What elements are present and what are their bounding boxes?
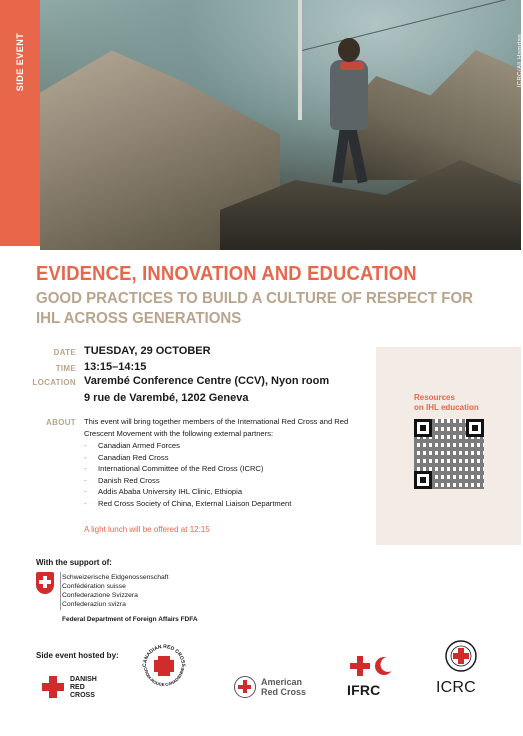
about-text: This event will bring together members of the International Red Cross and Red Crescent Movement with the following external partners: — [84, 417, 349, 438]
american-red-cross-icon — [234, 676, 256, 698]
swiss-line: Schweizerische Eidgenossenschaft — [62, 574, 169, 581]
page-subtitle: GOOD PRACTICES TO BUILD A CULTURE OF RESPECT FOR IHL ACROSS GENERATIONS — [36, 290, 474, 327]
list-item: - Addis Ababa University IHL Clinic, Ethiopia — [84, 486, 291, 498]
child-scarf — [340, 62, 364, 70]
danish-red-cross-text: DANISH RED CROSS — [70, 676, 97, 699]
qr-finder-bottom-left — [414, 471, 432, 489]
american-red-cross-text: American Red Cross — [261, 677, 307, 697]
page-title: EVIDENCE, INNOVATION AND EDUCATION — [36, 263, 417, 285]
icrc-emblem-icon — [445, 640, 477, 672]
photo-credit: ICRC/Ali Hamdan — [517, 34, 523, 88]
swiss-line: Confederaziun svizra — [62, 601, 126, 608]
list-item: - Danish Red Cross — [84, 475, 291, 487]
partner-list — [84, 440, 291, 509]
list-item: - Canadian Red Cross — [84, 452, 291, 464]
power-wire — [302, 0, 516, 51]
canadian-seal-bottom-text: CROIX-ROUGE CANADIENNE — [143, 666, 185, 688]
hero-photo — [40, 0, 521, 246]
canadian-red-cross-logo — [138, 640, 190, 692]
swiss-divider — [60, 572, 61, 610]
danish-red-cross-icon — [42, 676, 64, 698]
utility-pole — [298, 0, 302, 120]
lunch-note: A light lunch will be offered at 12:15 — [84, 525, 210, 534]
ifrc-logo-text: IFRC — [347, 682, 381, 698]
resources-label: Resources on IHL education — [414, 393, 479, 412]
about-label: ABOUT — [46, 418, 76, 427]
qr-code[interactable] — [414, 419, 484, 489]
side-event-label: SIDE EVENT — [15, 32, 25, 92]
list-item: - Red Cross Society of China, External Liaison Department — [84, 498, 291, 510]
side-event-tab — [0, 0, 40, 246]
hosted-label: Side event hosted by: — [36, 651, 119, 660]
support-label: With the support of: — [36, 558, 112, 567]
swiss-confederation-text — [62, 573, 169, 609]
swiss-shield-icon — [36, 572, 54, 594]
location-line-1: Varembé Conference Centre (CCV), Nyon room — [84, 375, 330, 387]
child-body — [330, 60, 368, 130]
swiss-line: Confédération suisse — [62, 583, 126, 590]
swiss-department: Federal Department of Foreign Affairs FDFA — [62, 616, 198, 623]
swiss-line: Confederazione Svizzera — [62, 592, 138, 599]
resources-box — [376, 347, 521, 545]
list-item: - International Committee of the Red Cross (ICRC) — [84, 463, 291, 475]
canadian-seal-top-text: CANADIAN RED CROSS — [141, 643, 187, 668]
date-value: TUESDAY, 29 OCTOBER — [84, 345, 211, 357]
list-item: - Canadian Armed Forces — [84, 440, 291, 452]
time-value: 13:15–14:15 — [84, 361, 147, 373]
child-head — [338, 38, 360, 62]
location-label: LOCATION — [32, 378, 76, 387]
date-label: DATE — [53, 348, 76, 357]
time-label: TIME — [55, 364, 76, 373]
ifrc-cross-crescent-icon — [350, 655, 396, 677]
location-line-2: 9 rue de Varembé, 1202 Geneva — [84, 392, 249, 404]
qr-finder-top-right — [466, 419, 484, 437]
icrc-logo-text: ICRC — [436, 679, 476, 696]
qr-finder-top-left — [414, 419, 432, 437]
